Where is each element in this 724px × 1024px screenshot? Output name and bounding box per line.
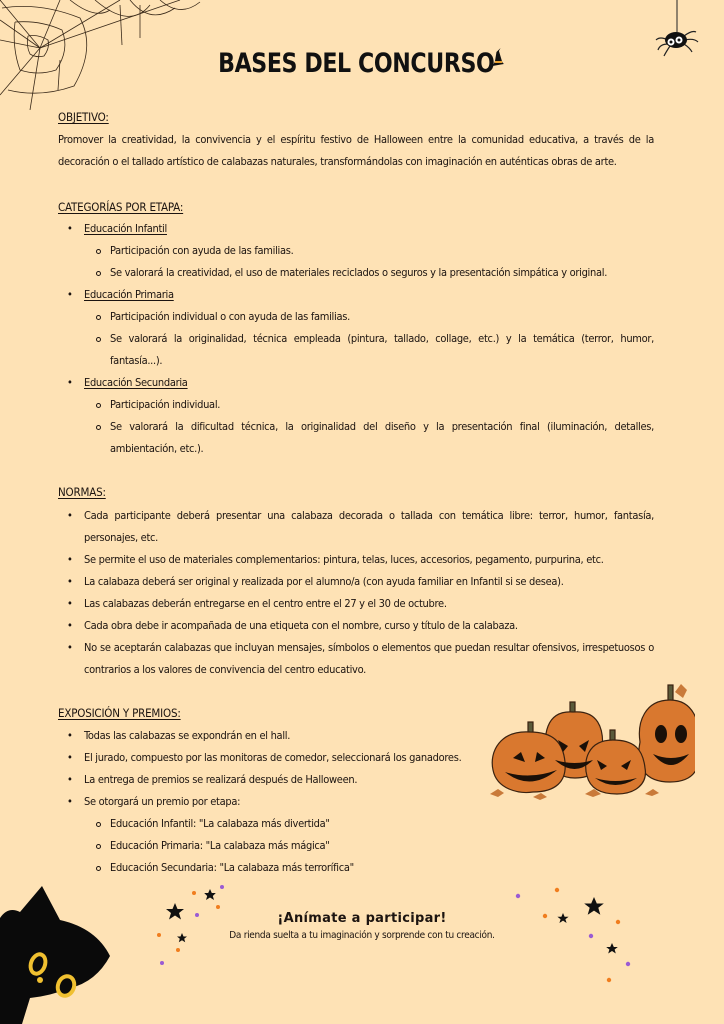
list-item: • La calabaza deberá ser original y realizada por el alumno/a (con ayuda familiar en Infantil si se desea).: [58, 571, 654, 593]
list-item: • Las calabazas deberán entregarse en el centro entre el 27 y el 30 de octubre.: [58, 593, 654, 615]
list-item: • Se permite el uso de materiales complementarios: pintura, telas, luces, accesorios, pegamento, purpurina, etc.: [58, 549, 654, 571]
objetivo-heading: OBJETIVO:: [58, 110, 109, 124]
call-to-action: [0, 911, 724, 941]
list-item: • El jurado, compuesto por las monitoras de comedor, seleccionará los ganadores.: [58, 747, 478, 769]
category-secundaria: [58, 372, 654, 460]
list-item: Participación con ayuda de las familias.: [58, 240, 654, 262]
list-item: • No se aceptarán calabazas que incluyan mensajes, símbolos o elementos que puedan resultar ofensivos, irrespetuosos o contrarios a los valores de convivencia del centro educativo.: [58, 637, 654, 681]
star-icon: [204, 889, 216, 900]
list-item: Participación individual o con ayuda de las familias.: [58, 306, 654, 328]
category-label: Educación Primaria: [84, 288, 174, 301]
cta-title: ¡Anímate a participar!: [277, 911, 447, 926]
objetivo-text: Promover la creatividad, la convivencia y el espíritu festivo de Halloween entre la comunidad educativa, a través de la decoración o el tallado artístico de calabazas naturales, transformándolas con imaginación en auténticas obras de arte.: [58, 133, 654, 168]
witch-hat-icon: [491, 48, 506, 70]
list-item: • La entrega de premios se realizará después de Halloween.: [58, 769, 478, 791]
pumpkins-illustration: [485, 682, 695, 802]
list-item: • Todas las calabazas se expondrán en el hall.: [58, 725, 478, 747]
category-infantil: [58, 218, 654, 284]
star-icon: [606, 943, 618, 954]
cta-subtitle: Da rienda suelta a tu imaginación y sorprende con tu creación.: [229, 930, 495, 941]
list-item: [58, 791, 478, 879]
list-item: Se valorará la originalidad, técnica empleada (pintura, tallado, collage, etc.) y la temática (terror, humor, fantasía...).: [58, 328, 654, 372]
list-item: Se valorará la creatividad, el uso de materiales reciclados o seguros y la presentación simpática y original.: [58, 262, 654, 284]
premio-item: Educación Infantil: "La calabaza más divertida": [58, 813, 478, 835]
premio-item: Educación Secundaria: "La calabaza más terrorífica": [58, 857, 478, 879]
black-cat-icon: [0, 878, 115, 1024]
page-title: [65, 48, 659, 79]
premio-item: Educación Primaria: "La calabaza más mágica": [58, 835, 478, 857]
list-item: • Cada obra debe ir acompañada de una etiqueta con el nombre, curso y título de la calabaza.: [58, 615, 654, 637]
exposicion-heading: EXPOSICIÓN Y PREMIOS:: [58, 706, 181, 720]
normas-list: [58, 505, 654, 681]
category-label: Educación Infantil: [84, 222, 167, 235]
premios-intro: Se otorgará un premio por etapa:: [84, 795, 241, 808]
exposicion-list: [58, 725, 478, 879]
categorias-list: [58, 218, 654, 460]
list-item: Se valorará la dificultad técnica, la originalidad del diseño y la presentación final (iluminación, detalles, ambientación, etc.).: [58, 416, 654, 460]
list-item: Participación individual.: [58, 394, 654, 416]
categorias-heading: CATEGORÍAS POR ETAPA:: [58, 200, 184, 214]
category-primaria: [58, 284, 654, 372]
normas-heading: NORMAS:: [58, 485, 106, 499]
title-text: BASES DEL CONCURSO: [218, 48, 495, 79]
category-label: Educación Secundaria: [84, 376, 188, 389]
list-item: • Cada participante deberá presentar una calabaza decorada o tallada con temática libre: terror, humor, fantasía, personajes, etc.: [58, 505, 654, 549]
